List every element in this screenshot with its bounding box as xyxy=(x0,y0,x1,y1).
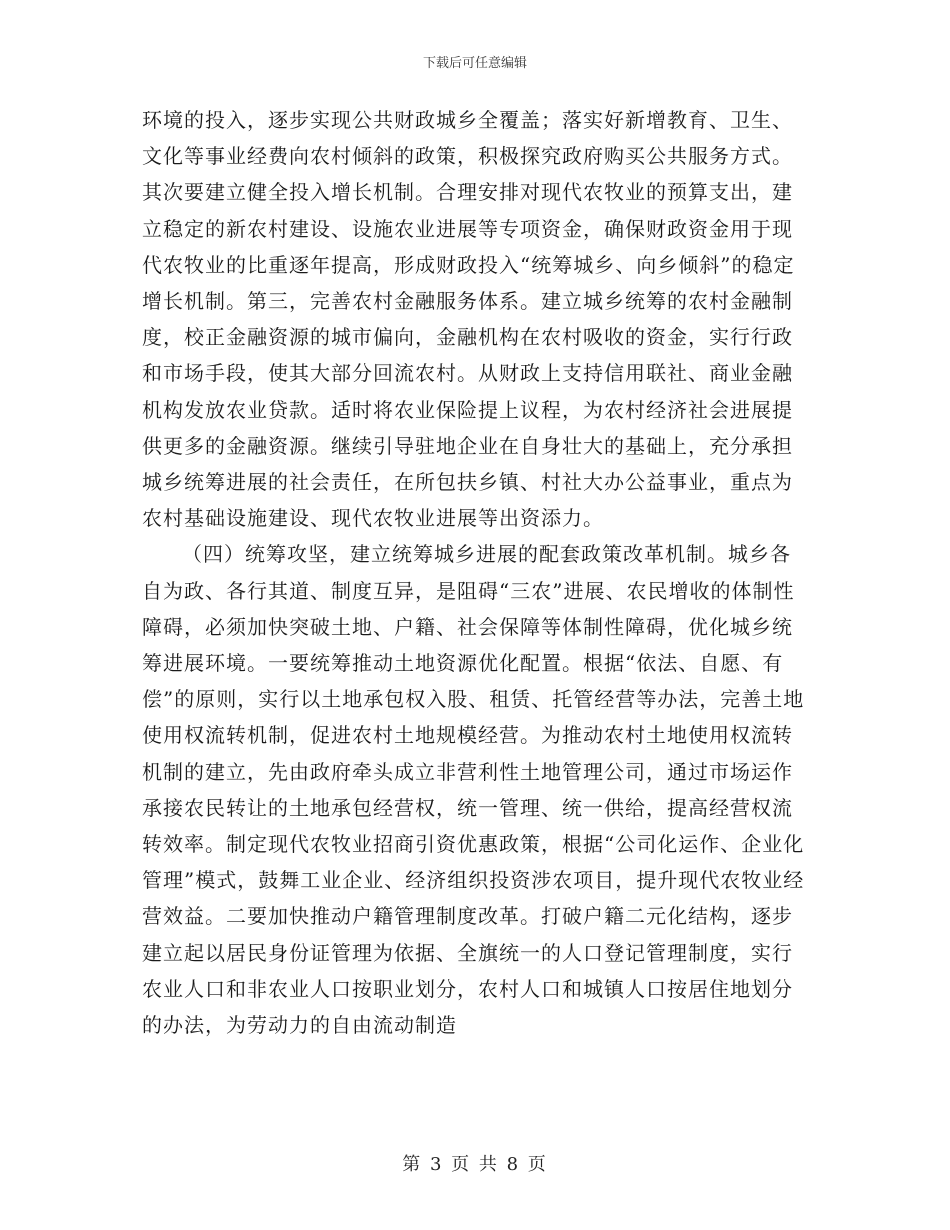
header-note: 下载后可任意编辑 xyxy=(422,56,527,71)
paragraph-continuation: 环境的投入，逐步实现公共财政城乡全覆盖；落实好新增教育、卫生、文化等事业经费向农村倾斜的政策，积极探究政府购买公共服务方式。其次要建立健全投入增长机制。合理安排对现代农牧业的预算支出，建立稳定的新农村建设、设施农业进展等专项资金，确保财政资金用于现代农牧业的比重逐年提高，形成财政投入“统筹城乡、向乡倾斜”的稳定增长机制。第三，完善农村金融服务体系。建立城乡统筹的农村金融制度，校正金融资源的城市偏向，金融机构在农村吸收的资金，实行行政和市场手段，使其大部分回流农村。从财政上支持信用联社、商业金融机构发放农业贷款。适时将农业保险提上议程，为农村经济社会进展提供更多的金融资源。继续引导驻地企业在自身壮大的基础上，充分承担城乡统筹进展的社会责任，在所包扶乡镇、村社大办公益事业，重点为农村基础设施建设、现代农牧业进展等出资添力。 xyxy=(142,108,795,531)
page-number: 第 3 页 共 8 页 xyxy=(402,1154,548,1175)
body-text xyxy=(142,102,810,1043)
paragraph-section-four: （四）统筹攻坚，建立统筹城乡进展的配套政策改革机制。城乡各自为政、各行其道、制度互异，是阻碍“三农”进展、农民增收的体制性障碍，必须加快突破土地、户籍、社会保障等体制性障碍，优化城乡统筹进展环境。一要统筹推动土地资源优化配置。根据“依法、自愿、有偿”的原则，实行以土地承包权入股、租赁、托管经营等办法，完善土地使用权流转机制，促进农村土地规模经营。为推动农村土地使用权流转机制的建立，先由政府牵头成立非营利性土地管理公司，通过市场运作承接农民转让的土地承包经营权，统一管理、统一供给，提高经营权流转效率。制定现代农牧业招商引资优惠政策，根据“公司化运作、企业化管理”模式，鼓舞工业企业、经济组织投资涉农项目，提升现代农牧业经营效益。二要加快推动户籍管理制度改革。打破户籍二元化结构，逐步建立起以居民身份证管理为依据、全旗统一的人口登记管理制度，实行农业人口和非农业人口按职业划分，农村人口和城镇人口按居住地划分的办法，为劳动力的自由流动制造 xyxy=(142,542,805,1038)
